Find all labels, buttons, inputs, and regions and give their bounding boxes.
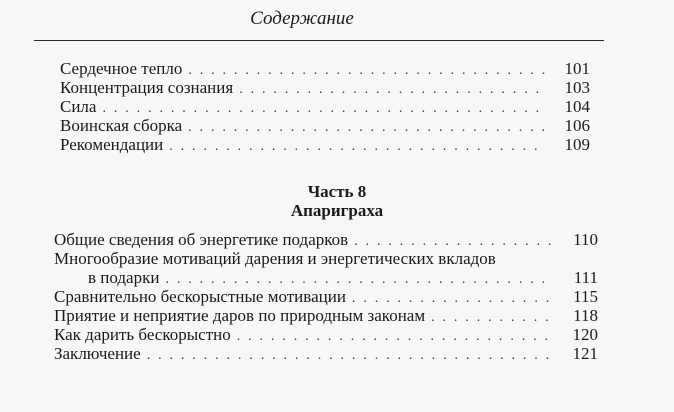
toc-dot-leader (147, 345, 554, 367)
toc-entry-title: Воинская сборка (60, 116, 183, 135)
toc-dot-leader (169, 136, 546, 158)
toc-entry-title: Как дарить бескорыстно (54, 325, 231, 344)
toc-entry-page: 109 (564, 135, 590, 154)
toc-entry-title: Сравнительно бескорыстные мотивации (54, 287, 346, 306)
toc-entry-page: 118 (573, 306, 598, 325)
toc-entry-page: 104 (564, 97, 590, 116)
toc-entry-title: Приятие и неприятие даров по природным законам (54, 306, 426, 325)
toc-entry (60, 134, 590, 156)
toc-entry-page: 115 (573, 287, 598, 306)
toc-entry-title: Сердечное тепло (60, 59, 183, 78)
toc-entry-title: Сила (60, 97, 97, 116)
header-rule (34, 40, 604, 41)
toc-entry (54, 343, 598, 365)
toc-entry-title: Многообразие мотиваций дарения и энергетических вкладов (54, 249, 496, 268)
toc-entry-page: 101 (564, 59, 590, 78)
toc-entry-title: Заключение (54, 344, 141, 363)
toc-entry-title: Общие сведения об энергетике подарков (54, 230, 349, 249)
page-header-title: Содержание (250, 8, 354, 29)
toc-entry-page: 121 (572, 344, 598, 363)
toc-entry-page: 111 (573, 268, 598, 287)
part-title: Апариграха (290, 201, 384, 220)
toc-entry-page: 110 (573, 230, 598, 249)
toc-entry-page: 120 (572, 325, 598, 344)
toc-entry-page: 106 (564, 116, 590, 135)
toc-entry-title: Концентрация сознания (60, 78, 234, 97)
toc-entry-continuation: в подарки (88, 268, 160, 287)
toc-entry-page: 103 (564, 78, 590, 97)
part-label: Часть 8 (307, 182, 367, 201)
toc-entry-title: Рекомендации (60, 135, 164, 154)
